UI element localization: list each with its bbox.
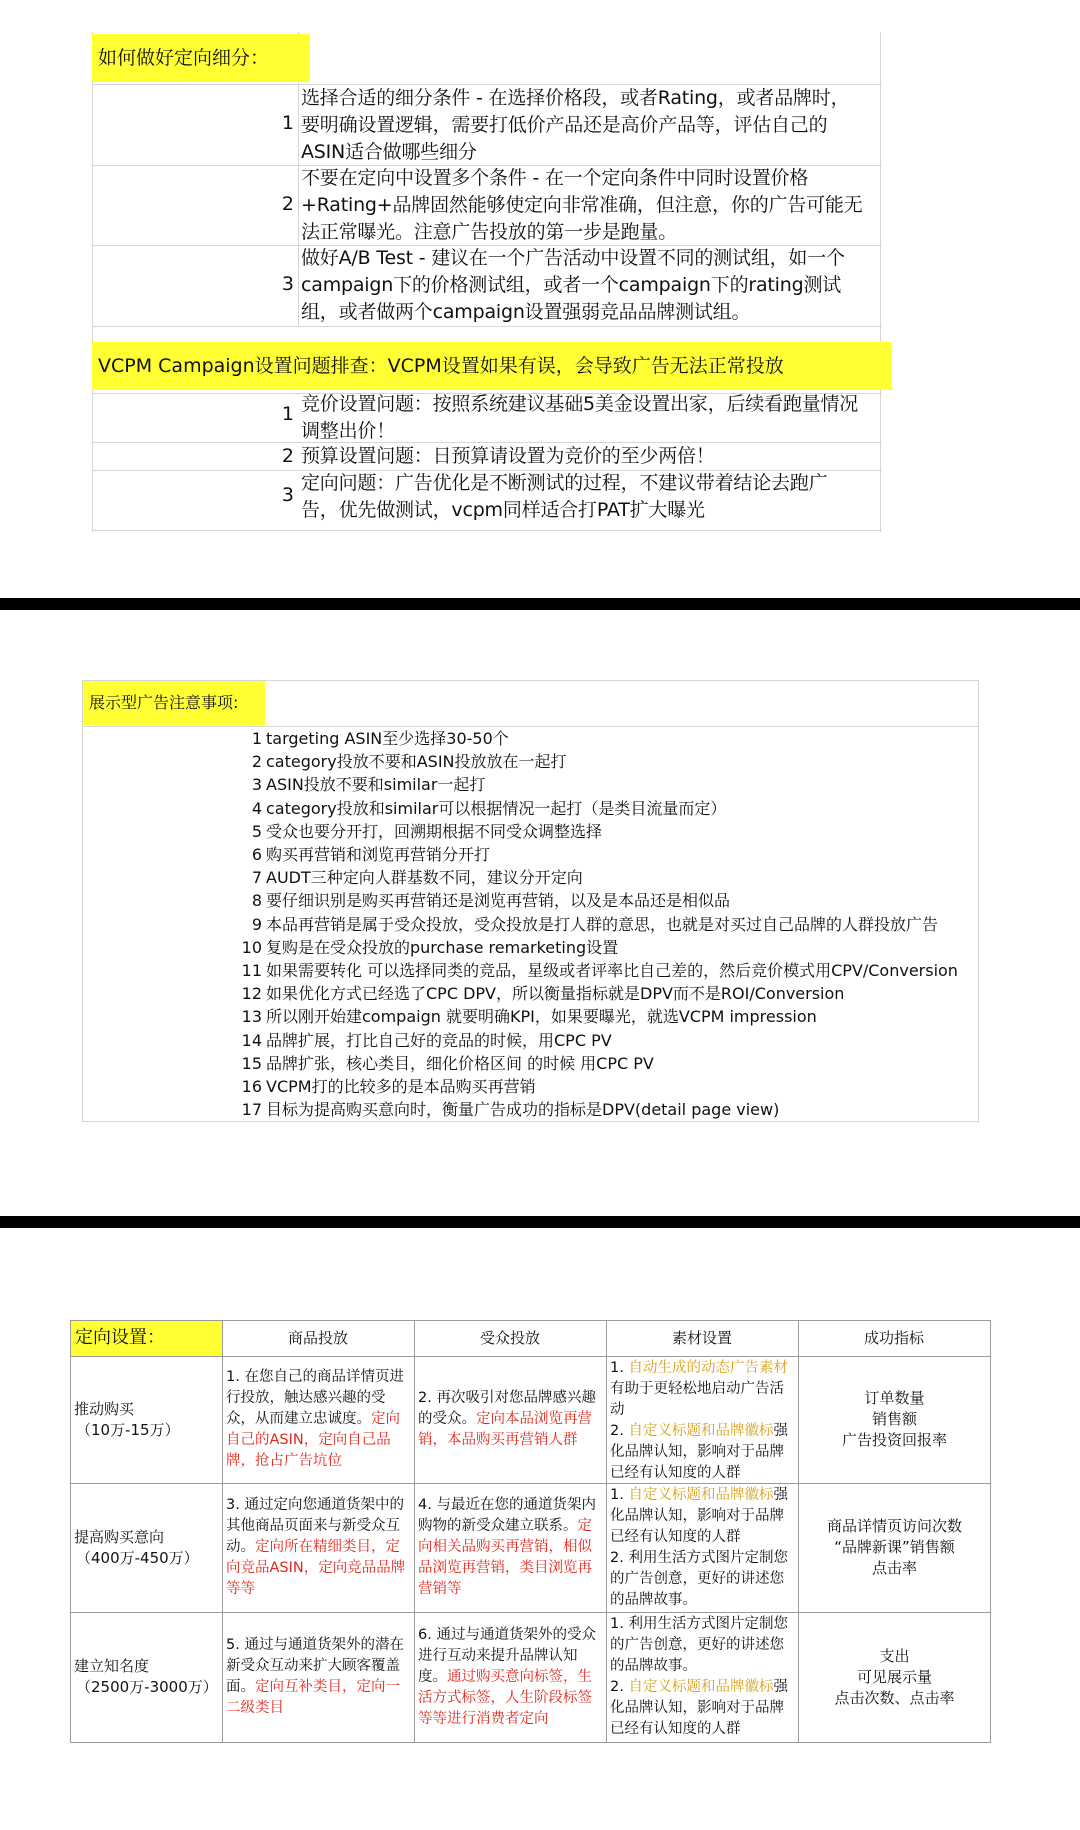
item-line: 调整出价！ [301,420,396,442]
creative-prefix: 1. [610,1487,629,1503]
list-item [240,982,844,1005]
product-plain: 1. 在您自己的商品详情页进行投放，触达感兴趣的受众，从而建立忠诚度。 [226,1369,404,1427]
list-item [240,1005,817,1028]
item-number: 13 [241,1007,262,1027]
metric: 点击率 [871,1559,917,1577]
list-item [240,843,490,866]
audience-plain: 4. 与最近在您的通道货架内购物的新受众建立联系。 [418,1497,596,1534]
section-header: 展示型广告注意事项: [83,681,265,725]
list-item [240,773,485,796]
creative-prefix: 2. [610,1423,629,1439]
product-highlight: 定向所在精细类目，定向竞品ASIN，定向竞品品牌等等 [226,1539,406,1597]
item-text: 要仔细识别是购买再营销还是浏览再营销，以及是本品还是相似品 [266,891,731,911]
metric: 支出 [879,1646,910,1665]
section-divider [0,598,1080,610]
list-item [240,1098,779,1121]
creative-highlight: 自定义标题和品牌徽标 [628,1679,774,1695]
product-highlight: 定向互补类目，定向一二级类目 [226,1679,400,1716]
product-highlight: 定向自己的ASIN，定向自己品牌，抢占广告坑位 [226,1411,400,1469]
creative-cell [608,1483,797,1612]
creative-rest: 强化品牌认知，影响对于品牌已经有认知度的人群 [610,1679,788,1737]
item-line: +Rating+品牌固然能够使定向非常准确，但注意，你的广告可能无 [301,194,863,216]
item-line: 法正常曝光。注意广告投放的第一步是跑量。 [301,221,678,243]
creative-rest: 强化品牌认知，影响对于品牌已经有认知度的人群 [610,1487,788,1545]
creative-cell [608,1612,797,1742]
product-plain: 5. 通过与通道货架外的潜在新受众互动来扩大顾客覆盖面。 [226,1637,404,1695]
grid-line [990,1320,991,1742]
item-number: 3 [281,484,294,506]
product-cell [224,1356,413,1483]
metric: 销售额 [871,1410,917,1428]
item-text: category投放和similar可以根据情况一起打（是类目流量而定） [266,798,727,818]
list-item [240,797,726,820]
list-item [240,750,567,773]
creative-highlight: 自定义标题和品牌徽标 [628,1423,774,1439]
item-text: 目标为提高购买意向时，衡量广告成功的指标是DPV(detail page view) [266,1100,780,1120]
item-number: 3 [281,273,294,295]
list-item [301,245,845,326]
list-item [240,1029,612,1052]
item-number: 2 [251,752,262,772]
creative-prefix: 2. 利用生活方式图片定制您的广告创意，更好的讲述您的品牌故事。 [610,1550,788,1608]
audience-text [418,1388,603,1451]
item-text: 本品再营销是属于受众投放，受众投放是打人群的意思，也就是对买过自己品牌的人群投放广告 [266,914,939,934]
item-line: 预算设置问题：日预算请设置为竞价的至少两倍！ [301,445,715,467]
item-text: 复购是在受众投放的purchase remarketing设置 [266,937,619,957]
grid-line [880,32,881,532]
product-cell [224,1612,413,1742]
grid-line [978,680,979,1122]
item-number: 16 [241,1077,262,1096]
audience-cell [416,1483,605,1612]
product-text [226,1495,411,1600]
column-header: 商品投放 [287,1329,348,1347]
metric: “品牌新课”销售额 [834,1538,955,1556]
grid-line [606,1320,607,1742]
item-text: 品牌扩展，打比自己好的竞品的时候，用CPC PV [266,1030,612,1050]
product-cell [224,1483,413,1612]
creative-item [610,1421,795,1483]
creative-item [610,1485,795,1548]
metrics-cell [799,1612,990,1742]
list-item [301,85,849,166]
audience-text [418,1625,603,1730]
grid-line [92,32,93,532]
item-text: category投放不要和ASIN投放放在一起打 [266,752,567,772]
grid-line [70,1320,71,1742]
list-item [240,959,958,982]
table-header: 定向设置： [71,1321,222,1356]
section-header: VCPM Campaign设置问题排查：VCPM设置如果有误，会导致广告无法正常投放 [92,342,892,390]
item-line: 告，优先做测试，vcpm同样适合打PAT扩大曝光 [301,499,705,521]
item-text: VCPM打的比较多的是本品购买再营销 [266,1077,536,1096]
creative-prefix: 1. [610,1360,629,1376]
row-label-title: 提高购买意向 [74,1527,165,1546]
audience-plain: 2. 再次吸引对您品牌感兴趣的受众。 [418,1390,596,1427]
metrics-cell [799,1356,990,1483]
metric: 商品详情页访问次数 [826,1517,962,1535]
item-number: 1 [281,112,294,134]
item-number: 2 [281,193,294,215]
list-item [240,820,602,843]
item-text: AUDT三种定向人群基数不同，建议分开定向 [266,868,583,888]
item-line: 定向问题：广告优化是不断测试的过程，不建议带着结论去跑广 [301,472,828,494]
creative-rest: 有助于更轻松地启动广告活动 [610,1381,784,1418]
creative-highlight: 自动生成的动态广告素材 [628,1360,788,1376]
item-line: 做好A/B Test - 建议在一个广告活动中设置不同的测试组，如一个 [301,247,845,269]
list-item [240,727,509,750]
creative-item [610,1548,795,1611]
product-plain: 3. 通过定向您通道货架中的其他商品页面来与新受众互动。 [226,1497,404,1555]
item-number: 8 [251,891,262,911]
row-label-range: （2500万-3000万） [76,1678,218,1696]
item-number: 17 [241,1100,262,1120]
item-text: 所以刚开始建compaign 就要明确KPI，如果要曝光，就选VCPM impression [266,1007,817,1027]
item-text: 品牌扩张，核心类目，细化价格区间 的时候 用CPC PV [266,1053,654,1073]
row-label-title: 推动购买 [74,1399,135,1418]
metric: 订单数量 [864,1389,925,1407]
grid-line [92,326,882,327]
audience-text [418,1495,603,1600]
creative-item [610,1358,795,1421]
audience-cell [416,1356,605,1483]
section-header: 如何做好定向细分： [92,34,310,82]
metric: 广告投资回报率 [841,1431,947,1449]
list-item [240,1052,654,1075]
audience-highlight: 定向本品浏览再营销，本品购买再营销人群 [418,1411,592,1448]
list-item [301,165,863,246]
list-item [240,1075,536,1098]
grid-line [70,1742,991,1743]
column-header: 成功指标 [863,1329,924,1347]
item-number: 4 [251,798,262,818]
creative-rest: 强化品牌认知，影响对于品牌已经有认知度的人群 [610,1423,788,1481]
creative-item [610,1614,795,1677]
list-item [240,936,618,959]
row-label-title: 建立知名度 [74,1657,150,1675]
grid-line [82,680,83,1122]
product-text [226,1367,411,1472]
row-label [72,1483,222,1612]
audience-highlight: 通过购买意向标签，生活方式标签，人生阶段标签等等进行消费者定向 [418,1668,592,1727]
item-number: 12 [241,984,262,1004]
item-number: 15 [241,1053,262,1073]
list-item [301,443,715,470]
item-number: 3 [251,775,262,795]
list-item [240,866,583,889]
item-text: targeting ASIN至少选择30-50个 [266,729,509,748]
creative-prefix: 1. 利用生活方式图片定制您的广告创意，更好的讲述您的品牌故事。 [610,1616,788,1674]
column-header: 素材设置 [671,1329,732,1347]
item-text: 如果需要转化 可以选择同类的竞品，星级或者评率比自己差的，然后竞价模式用CPV/Conversion [266,961,958,980]
item-text: 购买再营销和浏览再营销分开打 [266,845,491,864]
list-item [301,470,827,524]
metrics-cell [799,1483,990,1612]
row-label [72,1612,222,1742]
item-line: 竞价设置问题：按照系统建议基础5美金设置出家，后续看跑量情况 [301,393,859,415]
creative-highlight: 自定义标题和品牌徽标 [628,1487,774,1503]
column-header: 受众投放 [479,1329,540,1347]
item-number: 7 [251,868,262,888]
item-line: campaign下的价格测试组，或者一个campaign下的rating测试 [301,274,842,296]
item-number: 6 [251,845,262,864]
item-text: 受众也要分开打，回溯期根据不同受众调整选择 [266,821,603,841]
item-number: 1 [251,729,262,748]
metric: 点击次数、点击率 [834,1688,955,1707]
row-label-range: （400万-450万） [76,1548,199,1567]
item-line: 不要在定向中设置多个条件 - 在一个定向条件中同时设置价格 [301,167,809,189]
targeting-table [70,1320,990,1742]
audience-cell [416,1612,605,1742]
list-item [240,889,730,912]
list-item [301,391,858,445]
grid-line [82,726,979,727]
creative-item [610,1677,795,1740]
item-line: 选择合适的细分条件 - 在选择价格段，或者Rating，或者品牌时， [301,87,850,109]
grid-line [222,1320,223,1742]
item-number: 2 [281,445,294,467]
item-number: 10 [241,937,262,957]
audience-highlight: 定向相关品购买再营销，相似品浏览再营销，类目浏览再营销等 [418,1518,592,1597]
item-text: 如果优化方式已经选了CPC DPV，所以衡量指标就是DPV而不是ROI/Conversion [266,984,845,1004]
creative-prefix: 2. [610,1679,629,1695]
grid-line [92,530,882,531]
row-label [72,1356,222,1483]
item-number: 11 [241,961,262,980]
row-label-range: （10万-15万） [76,1420,180,1439]
creative-cell [608,1356,797,1483]
item-line: ASIN适合做哪些细分 [301,141,477,163]
item-line: 要明确设置逻辑，需要打低价产品还是高价产品等，评估自己的 [301,114,828,136]
item-number: 1 [281,403,294,425]
product-text [226,1635,411,1719]
item-text: ASIN投放不要和similar一起打 [266,775,486,795]
item-number: 9 [251,914,262,934]
grid-line [414,1320,415,1742]
audience-plain: 6. 通过与通道货架外的受众进行互动来提升品牌认知度。 [418,1626,596,1685]
metric: 可见展示量 [856,1667,932,1686]
list-item [240,913,938,936]
section-divider [0,1216,1080,1228]
item-line: 组，或者做两个campaign设置强弱竞品品牌测试组。 [301,301,751,323]
item-number: 14 [241,1030,262,1050]
item-number: 5 [251,821,262,841]
